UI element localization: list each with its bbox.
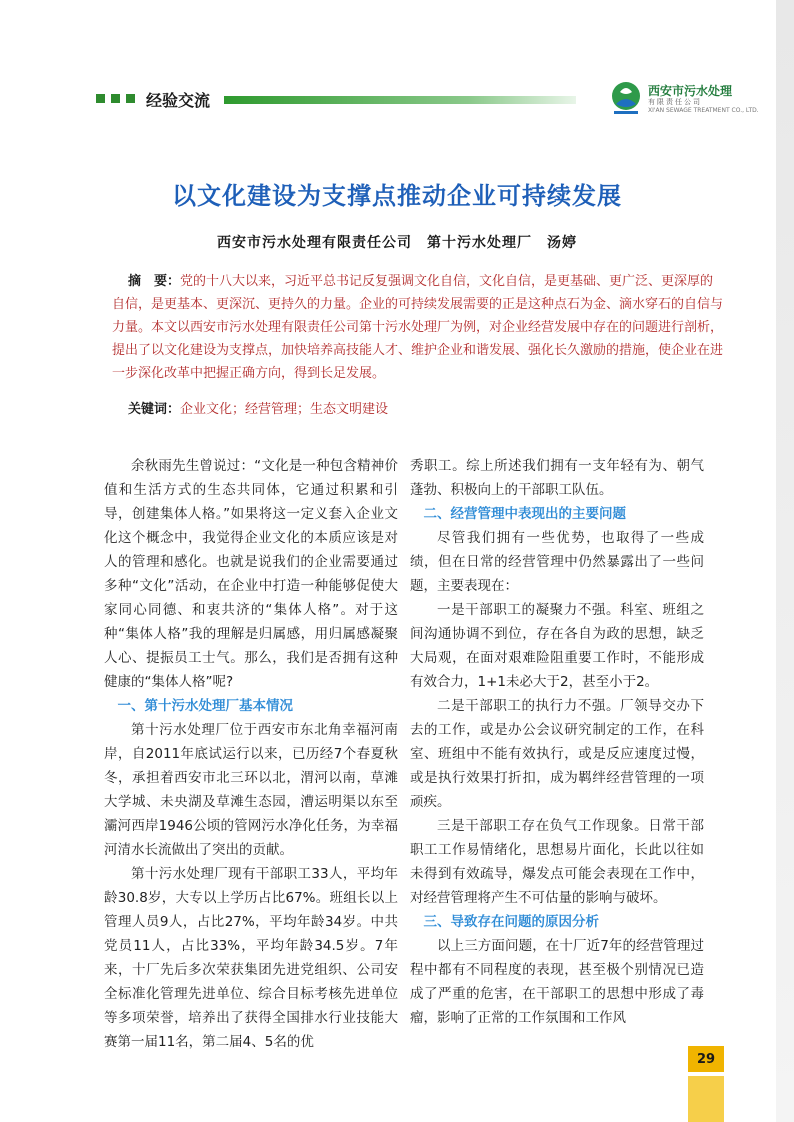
header-gradient-bar	[224, 96, 576, 104]
paragraph: 二是干部职工的执行力不强。厂领导交办下去的工作，或是办公会议研究制定的工作，在科室、班组中不能有效执行，或是反应速度过慢，或是执行效果打折扣，成为羁绊经营管理的一项顽疾。	[410, 698, 704, 810]
keywords-text: 企业文化；经营管理；生态文明建设	[180, 402, 389, 417]
paragraph-continued: 秀职工。综上所述我们拥有一支年轻有为、朝气蓬勃、积极向上的干部职工队伍。	[410, 458, 704, 498]
section-heading-1: 一、第十污水处理厂基本情况	[117, 698, 293, 714]
abstract	[112, 270, 724, 385]
abstract-label: 摘 要：	[128, 274, 181, 289]
section-title: 经验交流	[146, 91, 211, 110]
paragraph: 第十污水处理厂位于西安市东北角幸福河南岸，自2011年底试运行以来，已历经7个春夏秋冬，承担着西安市北三环以北，渭河以南，草滩大学城、未央湖及草滩生态园，漕运明渠以东至灞河西岸1946公顷的管网污水净化任务，为幸福河清水长流做出了突出的贡献。	[104, 722, 398, 858]
logo-english: XI'AN SEWAGE TREATMENT CO., LTD.	[648, 107, 759, 114]
header-square	[96, 94, 105, 103]
body-column-right	[410, 454, 704, 1030]
body-column-left	[104, 454, 398, 1054]
paragraph: 一是干部职工的凝聚力不强。科室、班组之间沟通协调不到位，存在各自为政的思想，缺乏大局观，在面对艰难险阻重要工作时，不能形成有效合力，1+1未必大于2，甚至小于2。	[410, 602, 704, 690]
section-heading-3: 三、导致存在问题的原因分析	[423, 914, 599, 930]
header-square	[111, 94, 120, 103]
page-number: 29	[688, 1046, 724, 1072]
keywords	[128, 398, 388, 417]
header-square	[126, 94, 135, 103]
company-logo	[608, 80, 758, 124]
paragraph: 三是干部职工存在负气工作现象。日常干部职工工作易情绪化，思想易片面化，长此以往如未得到有效疏导，爆发点可能会表现在工作中，对经营管理将产生不可估量的影响与破坏。	[410, 818, 704, 906]
abstract-text: 党的十八大以来，习近平总书记反复强调文化自信，文化自信，是更基础、更广泛、更深厚的自信，是更基本、更深沉、更持久的力量。企业的可持续发展需要的正是这种点石为金、滴水穿石的自信与力量。本文以西安市污水处理有限责任公司第十污水处理厂为例，对企业经营发展中存在的问题进行剖析，提出了以文化建设为支撑点，加快培养高技能人才、维护企业和谐发展、强化长久激励的措施，使企业在进一步深化改革中把握正确方向，得到长足发展。	[112, 274, 724, 381]
header-squares	[96, 94, 135, 103]
paragraph: 第十污水处理厂现有干部职工33人，平均年龄30.8岁，大专以上学历占比67%。班组长以上管理人员9人，占比27%，平均年龄34岁。中共党员11人，占比33%，平均年龄34.5岁。7年来，十厂先后多次荣获集团先进党组织、公司安全标准化管理先进单位、综合目标考核先进单位等多项荣誉，培养出了获得全国排水行业技能大赛第一届11名，第二届4、5名的优	[104, 866, 398, 1050]
side-stripe	[776, 0, 794, 1122]
paragraph: 余秋雨先生曾说过：“文化是一种包含精神价值和生活方式的生态共同体，它通过积累和引导，创建集体人格。”如果将这一定义套入企业文化这个概念中，我觉得企业文化的本质应该是对人的管理和感化。也就是说我们的企业需要通过多种“文化”活动，在企业中打造一种能够促使大家同心同德、和衷共济的“集体人格”。对于这种“集体人格”我的理解是归属感，用归属感凝聚人心、提振员工士气。那么，我们是否拥有这种健康的“集体人格”呢?	[104, 458, 398, 690]
keywords-label: 关键词：	[128, 402, 181, 417]
article-authors: 西安市污水处理有限责任公司 第十污水处理厂 汤婷	[217, 235, 577, 251]
company-logo-icon	[608, 80, 644, 116]
logo-name: 西安市污水处理	[648, 84, 733, 98]
section-heading-2: 二、经营管理中表现出的主要问题	[423, 506, 626, 522]
page-number-stripe	[688, 1076, 724, 1122]
logo-subtitle: 有限责任公司	[648, 98, 702, 106]
article-title: 以文化建设为支撑点推动企业可持续发展	[172, 182, 622, 210]
paragraph: 尽管我们拥有一些优势，也取得了一些成绩，但在日常的经营管理中仍然暴露出了一些问题，主要表现在：	[410, 530, 704, 594]
paragraph: 以上三方面问题，在十厂近7年的经营管理过程中都有不同程度的表现，甚至极个别情况已造成了严重的危害，在干部职工的思想中形成了毒瘤，影响了正常的工作氛围和工作风	[410, 938, 704, 1026]
